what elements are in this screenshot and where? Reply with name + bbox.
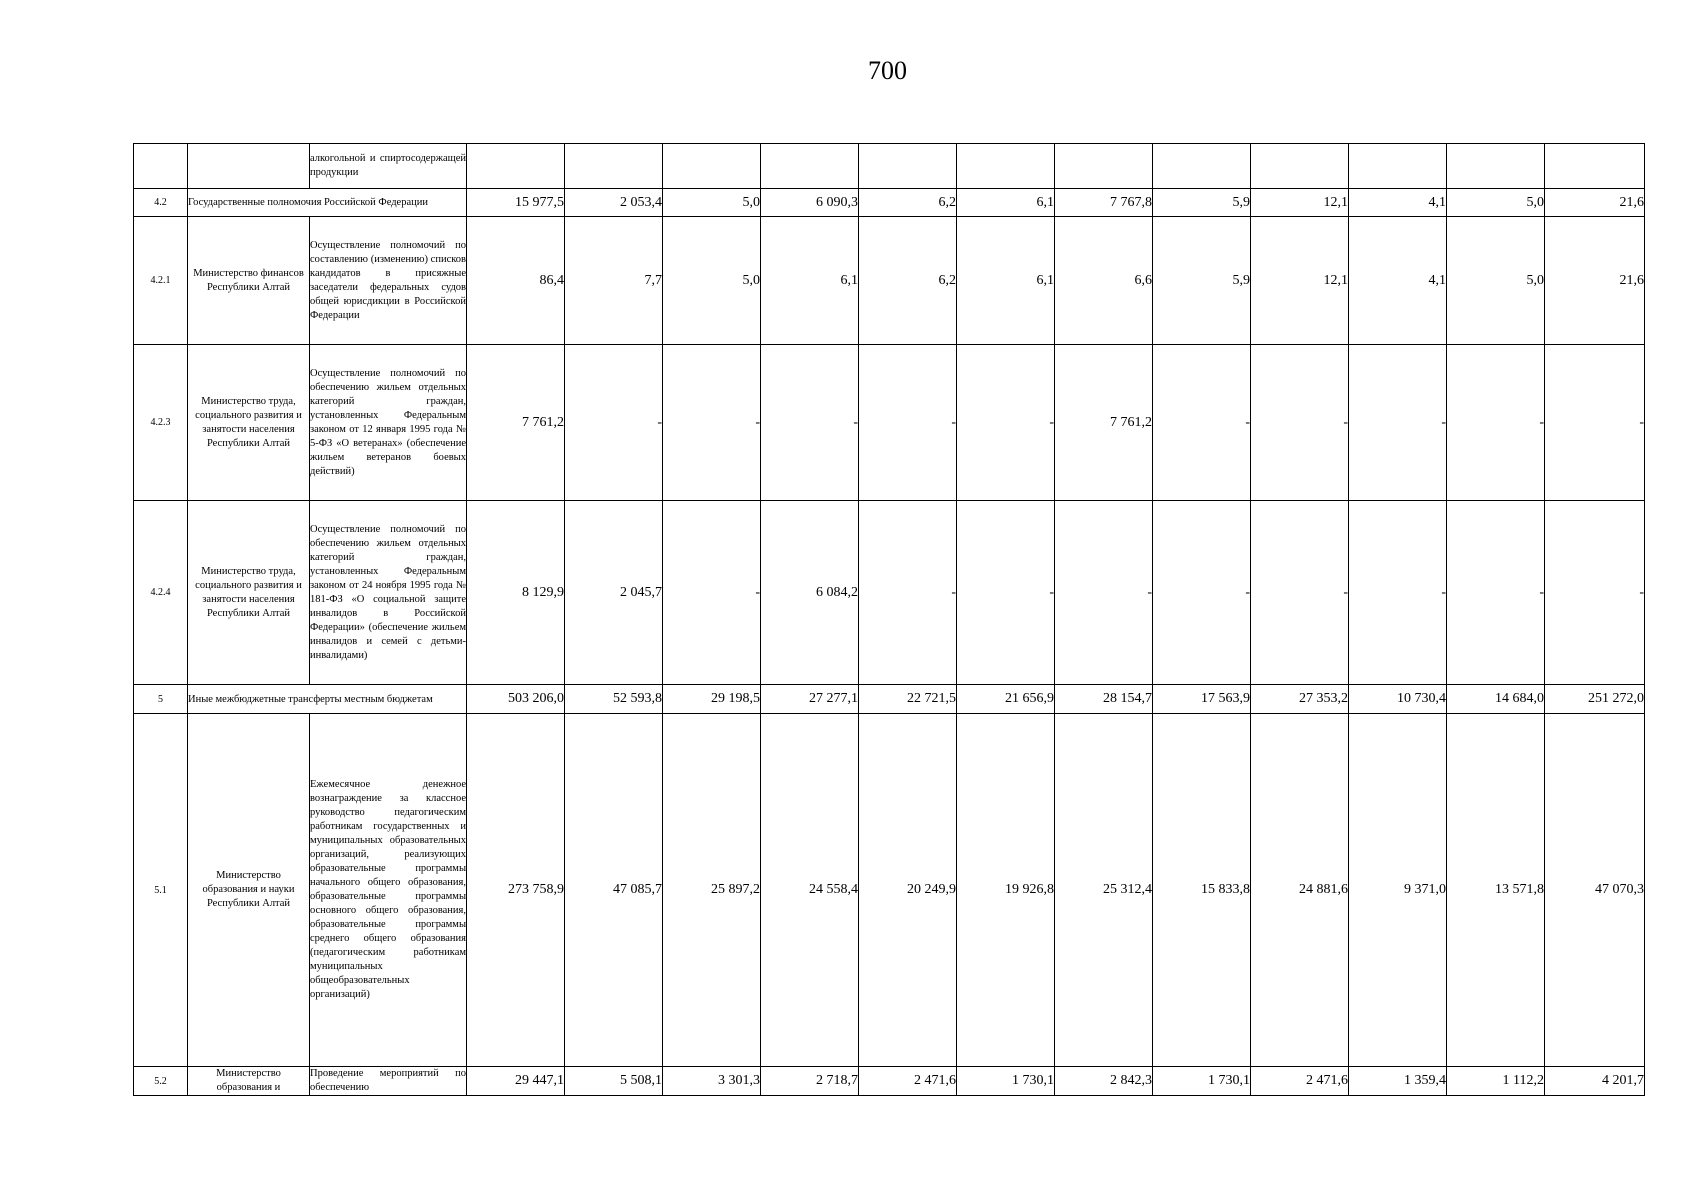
value-cell: 2 718,7 — [761, 1067, 859, 1096]
value-cell: 17 563,9 — [1153, 685, 1251, 714]
value-cell: 6 084,2 — [761, 501, 859, 685]
value-cell — [565, 144, 663, 189]
value-cell: 2 471,6 — [859, 1067, 957, 1096]
org-cell: Министерство образования и — [188, 1067, 310, 1096]
value-cell: 14 684,0 — [1447, 685, 1545, 714]
value-cell: 251 272,0 — [1545, 685, 1645, 714]
value-cell: 6,6 — [1055, 217, 1153, 345]
value-cell: - — [1545, 345, 1645, 501]
value-cell: 27 353,2 — [1251, 685, 1349, 714]
value-cell: - — [1251, 501, 1349, 685]
value-cell: 1 730,1 — [1153, 1067, 1251, 1096]
value-cell: 3 301,3 — [663, 1067, 761, 1096]
row-code-cell: 4.2 — [134, 189, 188, 217]
value-cell: 2 471,6 — [1251, 1067, 1349, 1096]
value-cell: - — [1349, 345, 1447, 501]
value-cell: - — [1251, 345, 1349, 501]
value-cell: - — [761, 345, 859, 501]
description-cell: алкогольной и спиртосодержащей продукции — [310, 144, 467, 189]
value-cell: - — [957, 501, 1055, 685]
org-cell: Министерство труда, социального развития и занятости населения Республики Алтай — [188, 501, 310, 685]
value-cell — [1447, 144, 1545, 189]
value-cell: 6 090,3 — [761, 189, 859, 217]
value-cell: 21,6 — [1545, 217, 1645, 345]
value-cell: 21,6 — [1545, 189, 1645, 217]
value-cell: 28 154,7 — [1055, 685, 1153, 714]
table-row — [134, 144, 1645, 189]
value-cell: 15 977,5 — [467, 189, 565, 217]
value-cell: 7,7 — [565, 217, 663, 345]
value-cell: 273 758,9 — [467, 714, 565, 1067]
value-cell: 15 833,8 — [1153, 714, 1251, 1067]
table-row — [134, 501, 1645, 685]
value-cell: 6,1 — [957, 189, 1055, 217]
value-cell — [1349, 144, 1447, 189]
value-cell: - — [1545, 501, 1645, 685]
table-row — [134, 714, 1645, 1067]
value-cell: 25 897,2 — [663, 714, 761, 1067]
value-cell: - — [663, 345, 761, 501]
row-name-cell: Иные межбюджетные трансферты местным бюджетам — [188, 685, 467, 714]
value-cell: 6,2 — [859, 217, 957, 345]
budget-table — [133, 143, 1645, 1096]
row-code-cell — [134, 144, 188, 189]
value-cell: 6,1 — [761, 217, 859, 345]
value-cell — [1545, 144, 1645, 189]
value-cell: 2 045,7 — [565, 501, 663, 685]
org-cell: Министерство финансов Республики Алтай — [188, 217, 310, 345]
description-cell: Проведение мероприятий по обеспечению — [310, 1067, 467, 1096]
value-cell — [761, 144, 859, 189]
value-cell: 24 881,6 — [1251, 714, 1349, 1067]
value-cell: 8 129,9 — [467, 501, 565, 685]
value-cell — [1153, 144, 1251, 189]
value-cell: 13 571,8 — [1447, 714, 1545, 1067]
row-code-cell: 4.2.1 — [134, 217, 188, 345]
value-cell: 5,0 — [1447, 189, 1545, 217]
value-cell: - — [859, 501, 957, 685]
value-cell: 27 277,1 — [761, 685, 859, 714]
value-cell: 1 359,4 — [1349, 1067, 1447, 1096]
value-cell: - — [1447, 501, 1545, 685]
org-cell: Министерство образования и науки Республики Алтай — [188, 714, 310, 1067]
row-code-cell: 4.2.4 — [134, 501, 188, 685]
value-cell — [1251, 144, 1349, 189]
value-cell: 7 761,2 — [1055, 345, 1153, 501]
value-cell: 4,1 — [1349, 189, 1447, 217]
value-cell: 7 767,8 — [1055, 189, 1153, 217]
value-cell: 12,1 — [1251, 217, 1349, 345]
description-cell: Осуществление полномочий по обеспечению жильем отдельных категорий граждан, установленных Федеральным законом от 24 ноября 1995 года № 181-ФЗ «О социальной защите инвалидов в Российской Федерации» (обеспечение жильем инвалидов и семей с детьми-инвалидами) — [310, 501, 467, 685]
description-cell: Осуществление полномочий по обеспечению жильем отдельных категорий граждан, установленных Федеральным законом от 12 января 1995 года № 5-ФЗ «О ветеранах» (обеспечение жильем ветеранов боевых действий) — [310, 345, 467, 501]
value-cell: 2 842,3 — [1055, 1067, 1153, 1096]
value-cell — [957, 144, 1055, 189]
value-cell — [859, 144, 957, 189]
value-cell: 12,1 — [1251, 189, 1349, 217]
row-code-cell: 5.2 — [134, 1067, 188, 1096]
value-cell: 29 198,5 — [663, 685, 761, 714]
description-cell: Осуществление полномочий по составлению (изменению) списков кандидатов в присяжные заседатели федеральных судов общей юрисдикции в Российской Федерации — [310, 217, 467, 345]
value-cell: 5 508,1 — [565, 1067, 663, 1096]
value-cell: - — [663, 501, 761, 685]
value-cell: 6,1 — [957, 217, 1055, 345]
value-cell: 4,1 — [1349, 217, 1447, 345]
value-cell: 5,0 — [663, 189, 761, 217]
description-cell: Ежемесячное денежное вознаграждение за классное руководство педагогическим работникам государственных и муниципальных образовательных организаций, реализующих образовательные программы начального общего образования, образовательные программы основного общего образования, образовательные программы среднего общего образования (педагогическим работникам муниципальных общеобразовательных организаций) — [310, 714, 467, 1067]
table-row — [134, 189, 1645, 217]
value-cell: - — [957, 345, 1055, 501]
value-cell: - — [1055, 501, 1153, 685]
value-cell: - — [565, 345, 663, 501]
value-cell — [467, 144, 565, 189]
value-cell: 10 730,4 — [1349, 685, 1447, 714]
value-cell: 52 593,8 — [565, 685, 663, 714]
value-cell: - — [1447, 345, 1545, 501]
value-cell: 6,2 — [859, 189, 957, 217]
org-cell: Министерство труда, социального развития и занятости населения Республики Алтай — [188, 345, 310, 501]
table-row — [134, 1067, 1645, 1096]
table-row — [134, 345, 1645, 501]
value-cell: 4 201,7 — [1545, 1067, 1645, 1096]
page-number: 700 — [868, 56, 907, 85]
value-cell — [663, 144, 761, 189]
value-cell: 1 730,1 — [957, 1067, 1055, 1096]
value-cell: 29 447,1 — [467, 1067, 565, 1096]
value-cell: 5,0 — [1447, 217, 1545, 345]
value-cell: 7 761,2 — [467, 345, 565, 501]
value-cell: 503 206,0 — [467, 685, 565, 714]
value-cell: 47 070,3 — [1545, 714, 1645, 1067]
row-code-cell: 5.1 — [134, 714, 188, 1067]
value-cell: 9 371,0 — [1349, 714, 1447, 1067]
row-name-cell: Государственные полномочия Российской Федерации — [188, 189, 467, 217]
value-cell: 47 085,7 — [565, 714, 663, 1067]
table-row — [134, 217, 1645, 345]
value-cell: 86,4 — [467, 217, 565, 345]
value-cell: - — [859, 345, 957, 501]
row-code-cell: 4.2.3 — [134, 345, 188, 501]
value-cell: 24 558,4 — [761, 714, 859, 1067]
value-cell: 19 926,8 — [957, 714, 1055, 1067]
value-cell: 25 312,4 — [1055, 714, 1153, 1067]
org-cell — [188, 144, 310, 189]
value-cell — [1055, 144, 1153, 189]
value-cell: 2 053,4 — [565, 189, 663, 217]
value-cell: 21 656,9 — [957, 685, 1055, 714]
value-cell: 5,9 — [1153, 189, 1251, 217]
value-cell: 5,9 — [1153, 217, 1251, 345]
value-cell: 20 249,9 — [859, 714, 957, 1067]
value-cell: 22 721,5 — [859, 685, 957, 714]
value-cell: - — [1153, 501, 1251, 685]
row-code-cell: 5 — [134, 685, 188, 714]
value-cell: 1 112,2 — [1447, 1067, 1545, 1096]
table-row — [134, 685, 1645, 714]
value-cell: - — [1349, 501, 1447, 685]
value-cell: - — [1153, 345, 1251, 501]
value-cell: 5,0 — [663, 217, 761, 345]
